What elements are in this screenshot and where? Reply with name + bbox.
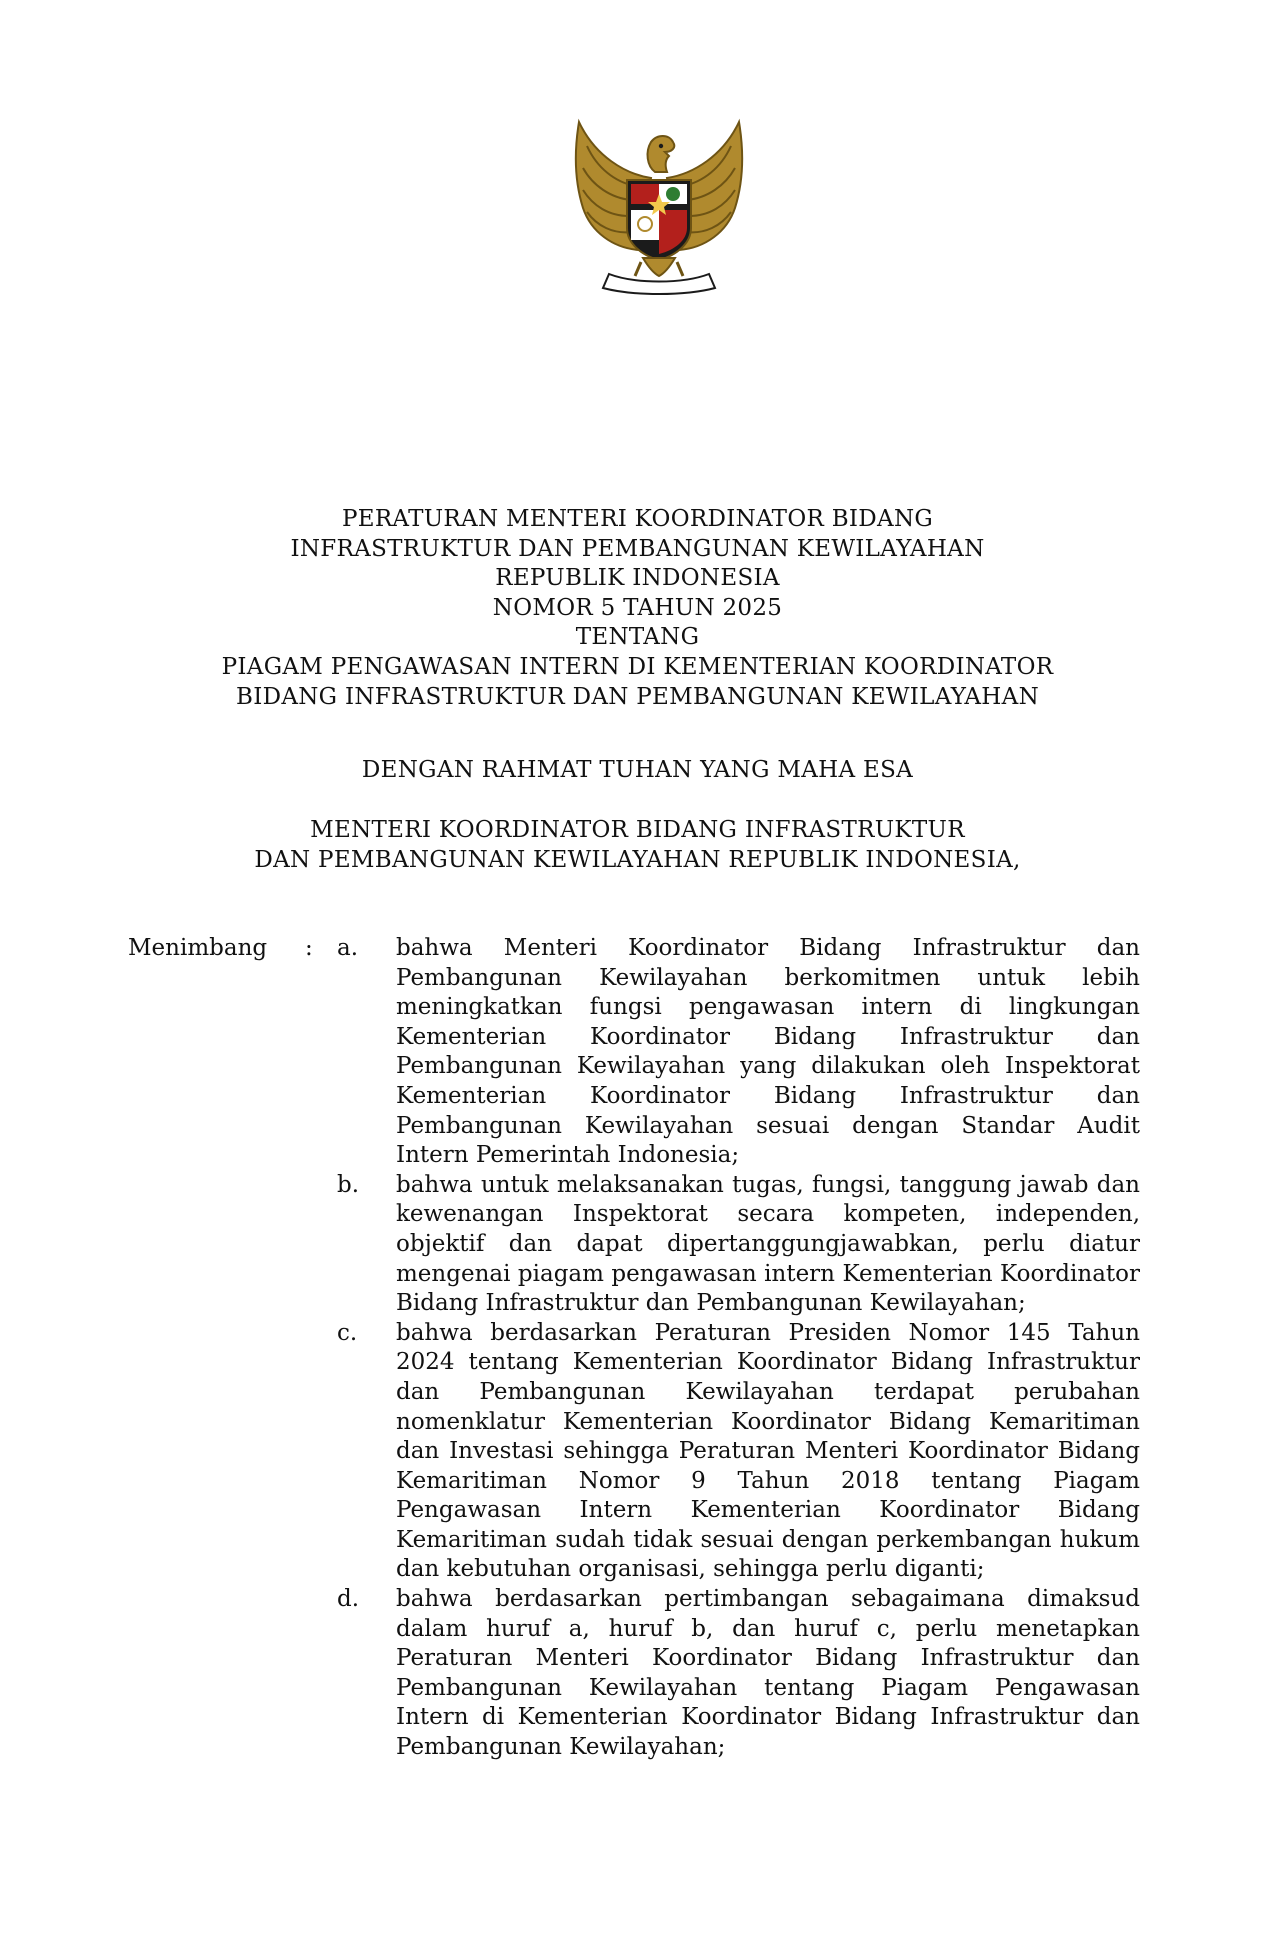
title-line: INFRASTRUKTUR DAN PEMBANGUNAN KEWILAYAHAN: [290, 535, 985, 562]
garuda-tail: [643, 258, 675, 276]
garuda-pancasila-emblem: [565, 116, 753, 296]
regulation-subject: BIDANG INFRASTRUKTUR DAN PEMBANGUNAN KEWILAYAHAN: [236, 683, 1039, 710]
minister-heading: [0, 816, 1275, 875]
item-text: bahwa berdasarkan pertimbangan sebagaimana dimaksud dalam huruf a, huruf b, dan huruf c, perlu menetapkan Peraturan Menteri Koordinator Bidang Infrastruktur dan Pembangunan Kewilayahan tentang Piagam Pengawasan Intern di Kementerian Koordinator Bidang Infrastruktur dan Pembangunan Kewilayahan;: [396, 1586, 1140, 1761]
item-letter: b.: [337, 1171, 360, 1198]
item-letter: a.: [337, 935, 359, 961]
invocation: DENGAN RAHMAT TUHAN YANG MAHA ESA: [361, 757, 914, 783]
regulation-number: NOMOR 5 TAHUN 2025: [492, 594, 783, 621]
title-line: TENTANG: [575, 624, 700, 651]
regulation-subject: PIAGAM PENGAWASAN INTERN DI KEMENTERIAN KOORDINATOR: [221, 653, 1054, 680]
consideration-item: [128, 1585, 1140, 1763]
regulation-title: [0, 505, 1275, 712]
item-text: bahwa berdasarkan Peraturan Presiden Nomor 145 Tahun 2024 tentang Kementerian Koordinator Bidang Infrastruktur dan Pembangunan Kewilayahan terdapat perubahan nomenklatur Kementerian Koordinator Bidang Kemaritiman dan Investasi sehingga Peraturan Menteri Koordinator Bidang Kemaritiman Nomor 9 Tahun 2018 tentang Piagam Pengawasan Intern Kementerian Koordinator Bidang Kemaritiman sudah tidak sesuai dengan perkembangan hukum dan kebutuhan organisasi, sehingga perlu diganti;: [396, 1319, 1140, 1583]
consideration-item: [128, 1171, 1140, 1319]
item-letter: c.: [337, 1319, 358, 1346]
consideration-item: [128, 934, 1140, 1171]
item-text: bahwa untuk melaksanakan tugas, fungsi, tanggung jawab dan kewenangan Inspektorat secara kompeten, independen, objektif dan dapat dipertanggungjawabkan, perlu diatur mengenai piagam pengawasan intern Kementerian Koordinator Bidang Infrastruktur dan Pembangunan Kewilayahan;: [396, 1171, 1140, 1317]
considerations-colon: :: [305, 935, 313, 961]
title-line: PERATURAN MENTERI KOORDINATOR BIDANG: [341, 506, 934, 532]
item-letter: d.: [337, 1586, 360, 1613]
item-text: bahwa Menteri Koordinator Bidang Infrastruktur dan Pembangunan Kewilayahan berkomitmen untuk lebih meningkatkan fungsi pengawasan intern di lingkungan Kementerian Koordinator Bidang Infrastruktur dan Pembangunan Kewilayahan yang dilakukan oleh Inspektorat Kementerian Koordinator Bidang Infrastruktur dan Pembangunan Kewilayahan sesuai dengan Standar Audit Intern Pemerintah Indonesia;: [396, 935, 1140, 1169]
consideration-item: [128, 1319, 1140, 1585]
title-line: REPUBLIK INDONESIA: [495, 565, 780, 592]
minister-line: MENTERI KOORDINATOR BIDANG INFRASTRUKTUR: [310, 817, 965, 843]
garuda-head: [648, 136, 675, 172]
considerations-list: [128, 934, 1140, 1763]
considerations-label: Menimbang: [128, 935, 268, 961]
minister-line: DAN PEMBANGUNAN KEWILAYAHAN REPUBLIK INDONESIA,: [254, 846, 1021, 873]
